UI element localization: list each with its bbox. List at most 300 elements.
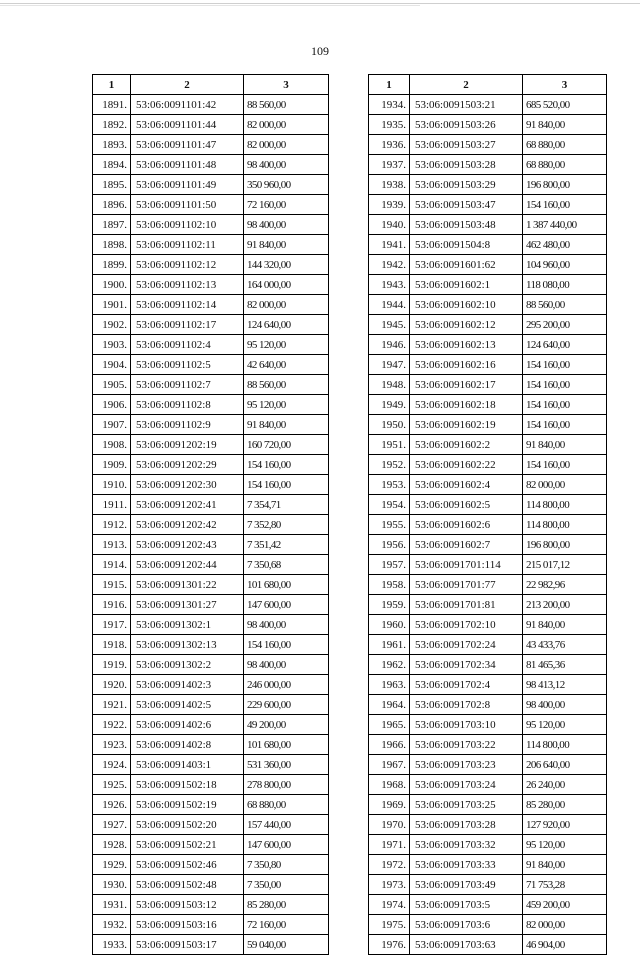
table-row <box>93 835 329 855</box>
table-row <box>93 455 329 475</box>
cadastral-value: 154 160,00 <box>523 415 607 435</box>
table-row <box>369 655 607 675</box>
cadastral-number: 53:06:0091503:21 <box>410 95 523 115</box>
row-number: 1898. <box>93 235 131 255</box>
table-header-row <box>369 75 607 95</box>
row-number: 1938. <box>369 175 410 195</box>
table-row <box>93 155 329 175</box>
table-row <box>369 735 607 755</box>
cadastral-value: 154 160,00 <box>244 455 329 475</box>
table-row <box>93 715 329 735</box>
cadastral-value: 7 352,80 <box>244 515 329 535</box>
cadastral-value: 114 800,00 <box>523 515 607 535</box>
row-number: 1919. <box>93 655 131 675</box>
row-number: 1939. <box>369 195 410 215</box>
row-number: 1931. <box>93 895 131 915</box>
cadastral-number: 53:06:0091703:33 <box>410 855 523 875</box>
cadastral-number: 53:06:0091602:10 <box>410 295 523 315</box>
row-number: 1910. <box>93 475 131 495</box>
cadastral-value: 91 840,00 <box>523 615 607 635</box>
row-number: 1893. <box>93 135 131 155</box>
column-header-value: 3 <box>523 75 607 95</box>
cadastral-value: 213 200,00 <box>523 595 607 615</box>
cadastral-value: 85 280,00 <box>523 795 607 815</box>
row-number: 1930. <box>93 875 131 895</box>
row-number: 1958. <box>369 575 410 595</box>
cadastral-number: 53:06:0091602:18 <box>410 395 523 415</box>
row-number: 1912. <box>93 515 131 535</box>
cadastral-value: 72 160,00 <box>244 195 329 215</box>
scan-edge-line <box>0 3 640 4</box>
cadastral-value: 68 880,00 <box>244 795 329 815</box>
row-number: 1894. <box>93 155 131 175</box>
table-row <box>93 375 329 395</box>
table-row <box>369 555 607 575</box>
table-row <box>369 855 607 875</box>
cadastral-number: 53:06:0091402:3 <box>131 675 244 695</box>
cadastral-number: 53:06:0091702:34 <box>410 655 523 675</box>
row-number: 1941. <box>369 235 410 255</box>
table-row <box>93 555 329 575</box>
cadastral-value: 81 465,36 <box>523 655 607 675</box>
cadastral-value: 26 240,00 <box>523 775 607 795</box>
row-number: 1973. <box>369 875 410 895</box>
scan-edge-line <box>0 5 420 6</box>
cadastral-number: 53:06:0091504:8 <box>410 235 523 255</box>
cadastral-value: 85 280,00 <box>244 895 329 915</box>
row-number: 1952. <box>369 455 410 475</box>
cadastral-value: 160 720,00 <box>244 435 329 455</box>
cadastral-number: 53:06:0091102:13 <box>131 275 244 295</box>
cadastral-value: 154 160,00 <box>244 635 329 655</box>
row-number: 1918. <box>93 635 131 655</box>
cadastral-number: 53:06:0091503:16 <box>131 915 244 935</box>
table-row <box>93 235 329 255</box>
row-number: 1909. <box>93 455 131 475</box>
row-number: 1971. <box>369 835 410 855</box>
cadastral-value: 229 600,00 <box>244 695 329 715</box>
cadastral-value: 154 160,00 <box>523 355 607 375</box>
cadastral-value: 101 680,00 <box>244 575 329 595</box>
cadastral-number: 53:06:0091602:19 <box>410 415 523 435</box>
cadastral-number: 53:06:0091703:63 <box>410 935 523 955</box>
row-number: 1953. <box>369 475 410 495</box>
cadastral-value: 82 000,00 <box>244 295 329 315</box>
cadastral-value: 196 800,00 <box>523 535 607 555</box>
cadastral-value: 68 880,00 <box>523 155 607 175</box>
table-row <box>369 375 607 395</box>
cadastral-number: 53:06:0091602:17 <box>410 375 523 395</box>
cadastral-number: 53:06:0091503:47 <box>410 195 523 215</box>
cadastral-number: 53:06:0091101:48 <box>131 155 244 175</box>
table-row <box>369 295 607 315</box>
row-number: 1897. <box>93 215 131 235</box>
table-row <box>369 515 607 535</box>
cadastral-value: 101 680,00 <box>244 735 329 755</box>
cadastral-value: 154 160,00 <box>523 455 607 475</box>
row-number: 1932. <box>93 915 131 935</box>
table-row <box>369 315 607 335</box>
table-row <box>369 675 607 695</box>
table-row <box>369 155 607 175</box>
cadastral-value: 278 800,00 <box>244 775 329 795</box>
cadastral-value: 295 200,00 <box>523 315 607 335</box>
cadastral-value: 157 440,00 <box>244 815 329 835</box>
table-row <box>93 515 329 535</box>
table-row <box>93 775 329 795</box>
cadastral-number: 53:06:0091102:5 <box>131 355 244 375</box>
cadastral-number: 53:06:0091102:4 <box>131 335 244 355</box>
row-number: 1927. <box>93 815 131 835</box>
cadastral-number: 53:06:0091701:81 <box>410 595 523 615</box>
cadastral-number: 53:06:0091502:20 <box>131 815 244 835</box>
row-number: 1956. <box>369 535 410 555</box>
table-row <box>93 535 329 555</box>
cadastral-value: 246 000,00 <box>244 675 329 695</box>
cadastral-value: 147 600,00 <box>244 835 329 855</box>
cadastral-value: 7 351,42 <box>244 535 329 555</box>
row-number: 1911. <box>93 495 131 515</box>
row-number: 1935. <box>369 115 410 135</box>
cadastral-value: 88 560,00 <box>523 295 607 315</box>
cadastral-number: 53:06:0091102:17 <box>131 315 244 335</box>
cadastral-value: 91 840,00 <box>523 855 607 875</box>
cadastral-value: 59 040,00 <box>244 935 329 955</box>
column-header-number: 1 <box>369 75 410 95</box>
cadastral-value: 7 354,71 <box>244 495 329 515</box>
table-row <box>93 915 329 935</box>
row-number: 1975. <box>369 915 410 935</box>
column-header-cadastral-number: 2 <box>131 75 244 95</box>
cadastral-number: 53:06:0091703:49 <box>410 875 523 895</box>
cadastral-value: 95 120,00 <box>523 715 607 735</box>
cadastral-value: 462 480,00 <box>523 235 607 255</box>
row-number: 1969. <box>369 795 410 815</box>
cadastral-number: 53:06:0091703:22 <box>410 735 523 755</box>
cadastral-value: 104 960,00 <box>523 255 607 275</box>
row-number: 1940. <box>369 215 410 235</box>
table-row <box>93 275 329 295</box>
cadastral-number: 53:06:0091102:12 <box>131 255 244 275</box>
cadastral-value: 7 350,80 <box>244 855 329 875</box>
cadastral-number: 53:06:0091402:5 <box>131 695 244 715</box>
table-row <box>369 635 607 655</box>
row-number: 1943. <box>369 275 410 295</box>
row-number: 1926. <box>93 795 131 815</box>
cadastral-value: 1 387 440,00 <box>523 215 607 235</box>
cadastral-number: 53:06:0091302:1 <box>131 615 244 635</box>
cadastral-number: 53:06:0091202:42 <box>131 515 244 535</box>
cadastral-value: 98 400,00 <box>244 215 329 235</box>
cadastral-number: 53:06:0091502:19 <box>131 795 244 815</box>
cadastral-value: 82 000,00 <box>244 115 329 135</box>
row-number: 1966. <box>369 735 410 755</box>
cadastral-number: 53:06:0091101:49 <box>131 175 244 195</box>
cadastral-number: 53:06:0091301:22 <box>131 575 244 595</box>
row-number: 1972. <box>369 855 410 875</box>
column-header-cadastral-number: 2 <box>410 75 523 95</box>
land-parcel-table-left <box>92 74 329 955</box>
cadastral-number: 53:06:0091602:4 <box>410 475 523 495</box>
cadastral-number: 53:06:0091602:5 <box>410 495 523 515</box>
table-row <box>93 195 329 215</box>
row-number: 1948. <box>369 375 410 395</box>
cadastral-number: 53:06:0091602:22 <box>410 455 523 475</box>
cadastral-value: 95 120,00 <box>244 335 329 355</box>
cadastral-number: 53:06:0091702:8 <box>410 695 523 715</box>
table-row <box>93 215 329 235</box>
row-number: 1955. <box>369 515 410 535</box>
table-row <box>369 275 607 295</box>
cadastral-value: 72 160,00 <box>244 915 329 935</box>
cadastral-number: 53:06:0091702:4 <box>410 675 523 695</box>
row-number: 1903. <box>93 335 131 355</box>
cadastral-value: 82 000,00 <box>244 135 329 155</box>
cadastral-value: 350 960,00 <box>244 175 329 195</box>
cadastral-number: 53:06:0091703:5 <box>410 895 523 915</box>
table-row <box>369 355 607 375</box>
row-number: 1920. <box>93 675 131 695</box>
table-header-row <box>93 75 329 95</box>
cadastral-value: 46 904,00 <box>523 935 607 955</box>
row-number: 1964. <box>369 695 410 715</box>
cadastral-number: 53:06:0091503:29 <box>410 175 523 195</box>
table-row <box>93 875 329 895</box>
cadastral-value: 98 400,00 <box>244 615 329 635</box>
row-number: 1928. <box>93 835 131 855</box>
cadastral-value: 98 400,00 <box>523 695 607 715</box>
cadastral-number: 53:06:0091301:27 <box>131 595 244 615</box>
row-number: 1913. <box>93 535 131 555</box>
cadastral-value: 206 640,00 <box>523 755 607 775</box>
row-number: 1899. <box>93 255 131 275</box>
cadastral-number: 53:06:0091703:28 <box>410 815 523 835</box>
table-row <box>93 635 329 655</box>
table-row <box>369 415 607 435</box>
cadastral-number: 53:06:0091402:6 <box>131 715 244 735</box>
cadastral-value: 127 920,00 <box>523 815 607 835</box>
table-row <box>369 455 607 475</box>
cadastral-value: 147 600,00 <box>244 595 329 615</box>
table-row <box>93 575 329 595</box>
table-row <box>93 175 329 195</box>
cadastral-value: 91 840,00 <box>244 235 329 255</box>
cadastral-number: 53:06:0091503:12 <box>131 895 244 915</box>
cadastral-value: 154 160,00 <box>523 195 607 215</box>
cadastral-number: 53:06:0091402:8 <box>131 735 244 755</box>
row-number: 1963. <box>369 675 410 695</box>
row-number: 1896. <box>93 195 131 215</box>
cadastral-number: 53:06:0091702:10 <box>410 615 523 635</box>
row-number: 1945. <box>369 315 410 335</box>
row-number: 1902. <box>93 315 131 335</box>
page-number: 109 <box>311 44 329 58</box>
cadastral-value: 71 753,28 <box>523 875 607 895</box>
table-row <box>93 435 329 455</box>
table-row <box>369 815 607 835</box>
table-row <box>93 255 329 275</box>
table-row <box>93 795 329 815</box>
table-row <box>369 435 607 455</box>
cadastral-value: 43 433,76 <box>523 635 607 655</box>
cadastral-number: 53:06:0091703:6 <box>410 915 523 935</box>
row-number: 1891. <box>93 95 131 115</box>
row-number: 1944. <box>369 295 410 315</box>
cadastral-number: 53:06:0091503:28 <box>410 155 523 175</box>
cadastral-number: 53:06:0091503:27 <box>410 135 523 155</box>
cadastral-number: 53:06:0091701:77 <box>410 575 523 595</box>
row-number: 1924. <box>93 755 131 775</box>
row-number: 1949. <box>369 395 410 415</box>
cadastral-value: 88 560,00 <box>244 375 329 395</box>
table-row <box>93 115 329 135</box>
cadastral-number: 53:06:0091403:1 <box>131 755 244 775</box>
table-row <box>369 795 607 815</box>
cadastral-value: 164 000,00 <box>244 275 329 295</box>
cadastral-number: 53:06:0091302:2 <box>131 655 244 675</box>
cadastral-value: 98 400,00 <box>244 155 329 175</box>
row-number: 1901. <box>93 295 131 315</box>
cadastral-value: 144 320,00 <box>244 255 329 275</box>
cadastral-value: 118 080,00 <box>523 275 607 295</box>
table-row <box>369 115 607 135</box>
row-number: 1923. <box>93 735 131 755</box>
row-number: 1892. <box>93 115 131 135</box>
table-row <box>93 355 329 375</box>
row-number: 1915. <box>93 575 131 595</box>
table-row <box>369 395 607 415</box>
cadastral-number: 53:06:0091502:21 <box>131 835 244 855</box>
cadastral-number: 53:06:0091602:6 <box>410 515 523 535</box>
table-row <box>369 175 607 195</box>
row-number: 1954. <box>369 495 410 515</box>
row-number: 1970. <box>369 815 410 835</box>
cadastral-number: 53:06:0091202:41 <box>131 495 244 515</box>
row-number: 1914. <box>93 555 131 575</box>
cadastral-number: 53:06:0091101:42 <box>131 95 244 115</box>
row-number: 1965. <box>369 715 410 735</box>
cadastral-value: 124 640,00 <box>523 335 607 355</box>
row-number: 1960. <box>369 615 410 635</box>
cadastral-value: 685 520,00 <box>523 95 607 115</box>
cadastral-value: 91 840,00 <box>244 415 329 435</box>
table-row <box>93 935 329 955</box>
cadastral-number: 53:06:0091202:43 <box>131 535 244 555</box>
table-row <box>93 755 329 775</box>
table-row <box>369 575 607 595</box>
cadastral-value: 42 640,00 <box>244 355 329 375</box>
cadastral-number: 53:06:0091701:114 <box>410 555 523 575</box>
row-number: 1947. <box>369 355 410 375</box>
cadastral-number: 53:06:0091703:25 <box>410 795 523 815</box>
table-row <box>369 135 607 155</box>
cadastral-value: 114 800,00 <box>523 735 607 755</box>
table-row <box>369 695 607 715</box>
row-number: 1937. <box>369 155 410 175</box>
row-number: 1895. <box>93 175 131 195</box>
table-row <box>93 695 329 715</box>
cadastral-value: 91 840,00 <box>523 115 607 135</box>
row-number: 1925. <box>93 775 131 795</box>
table-row <box>369 595 607 615</box>
cadastral-value: 124 640,00 <box>244 315 329 335</box>
table-row <box>93 315 329 335</box>
table-row <box>369 715 607 735</box>
row-number: 1921. <box>93 695 131 715</box>
row-number: 1933. <box>93 935 131 955</box>
cadastral-value: 531 360,00 <box>244 755 329 775</box>
cadastral-value: 215 017,12 <box>523 555 607 575</box>
row-number: 1908. <box>93 435 131 455</box>
table-row <box>93 95 329 115</box>
cadastral-value: 154 160,00 <box>523 375 607 395</box>
table-row <box>369 95 607 115</box>
cadastral-number: 53:06:0091502:18 <box>131 775 244 795</box>
cadastral-value: 88 560,00 <box>244 95 329 115</box>
table-row <box>93 855 329 875</box>
cadastral-value: 98 413,12 <box>523 675 607 695</box>
table-row <box>369 875 607 895</box>
table-row <box>93 135 329 155</box>
row-number: 1974. <box>369 895 410 915</box>
cadastral-number: 53:06:0091101:50 <box>131 195 244 215</box>
table-row <box>369 775 607 795</box>
cadastral-number: 53:06:0091703:32 <box>410 835 523 855</box>
cadastral-value: 7 350,68 <box>244 555 329 575</box>
cadastral-number: 53:06:0091102:9 <box>131 415 244 435</box>
row-number: 1900. <box>93 275 131 295</box>
row-number: 1976. <box>369 935 410 955</box>
table-row <box>369 835 607 855</box>
table-row <box>369 935 607 955</box>
table-row <box>369 475 607 495</box>
row-number: 1906. <box>93 395 131 415</box>
table-row <box>369 335 607 355</box>
cadastral-number: 53:06:0091102:8 <box>131 395 244 415</box>
row-number: 1929. <box>93 855 131 875</box>
cadastral-value: 22 982,96 <box>523 575 607 595</box>
cadastral-number: 53:06:0091502:46 <box>131 855 244 875</box>
row-number: 1957. <box>369 555 410 575</box>
table-row <box>369 535 607 555</box>
cadastral-value: 154 160,00 <box>523 395 607 415</box>
row-number: 1950. <box>369 415 410 435</box>
row-number: 1959. <box>369 595 410 615</box>
table-row <box>93 655 329 675</box>
row-number: 1934. <box>369 95 410 115</box>
cadastral-number: 53:06:0091102:11 <box>131 235 244 255</box>
cadastral-number: 53:06:0091602:13 <box>410 335 523 355</box>
cadastral-number: 53:06:0091202:44 <box>131 555 244 575</box>
row-number: 1916. <box>93 595 131 615</box>
cadastral-number: 53:06:0091602:16 <box>410 355 523 375</box>
table-row <box>93 735 329 755</box>
cadastral-number: 53:06:0091602:2 <box>410 435 523 455</box>
row-number: 1951. <box>369 435 410 455</box>
cadastral-number: 53:06:0091502:48 <box>131 875 244 895</box>
cadastral-number: 53:06:0091202:29 <box>131 455 244 475</box>
cadastral-number: 53:06:0091503:17 <box>131 935 244 955</box>
table-row <box>369 495 607 515</box>
cadastral-value: 98 400,00 <box>244 655 329 675</box>
table-row <box>369 215 607 235</box>
row-number: 1942. <box>369 255 410 275</box>
row-number: 1961. <box>369 635 410 655</box>
table-row <box>93 595 329 615</box>
cadastral-value: 95 120,00 <box>244 395 329 415</box>
table-body-right <box>369 95 607 955</box>
row-number: 1968. <box>369 775 410 795</box>
